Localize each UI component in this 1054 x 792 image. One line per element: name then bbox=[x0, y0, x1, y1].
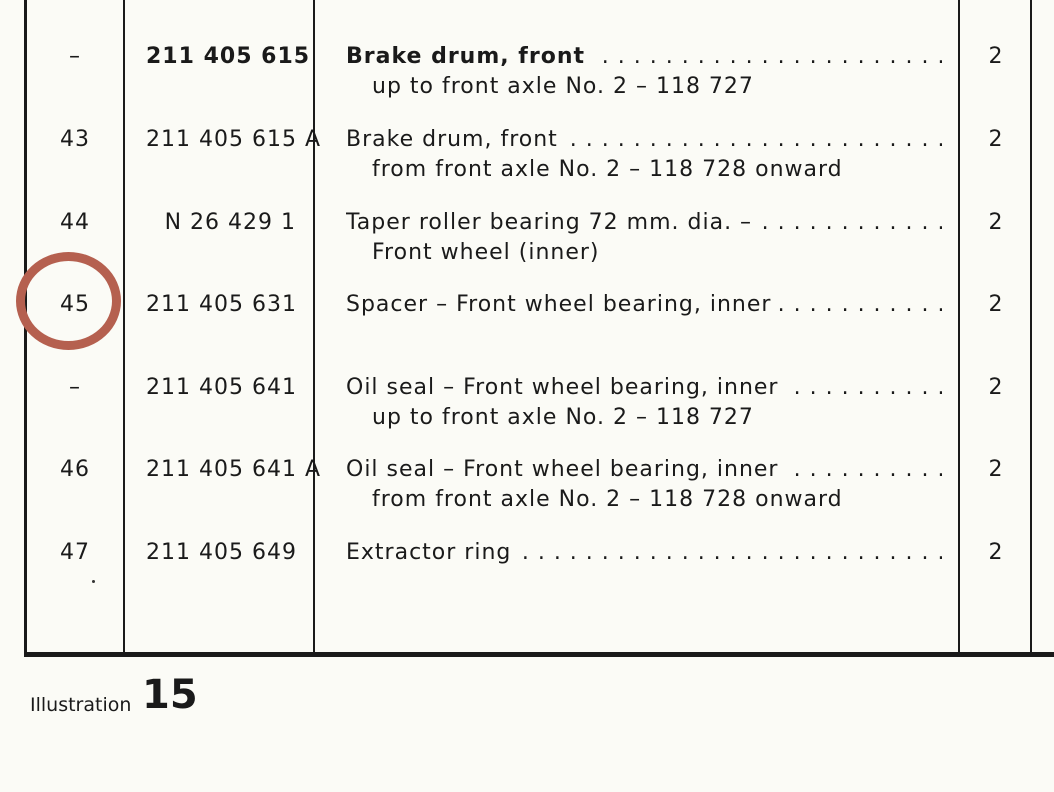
description-line-2: from front axle No. 2 – 118 728 onward bbox=[372, 487, 843, 512]
description-line-2: Front wheel (inner) bbox=[372, 240, 600, 265]
part-description bbox=[346, 42, 942, 102]
part-description bbox=[346, 208, 942, 268]
description-line-1: Extractor ring bbox=[346, 540, 517, 565]
illustration-label: Illustration bbox=[30, 694, 132, 716]
part-description bbox=[346, 290, 942, 320]
column-divider-4 bbox=[1030, 0, 1032, 656]
row-index: – bbox=[69, 44, 81, 69]
quantity: 2 bbox=[988, 375, 1004, 400]
quantity: 2 bbox=[988, 44, 1004, 69]
quantity: 2 bbox=[988, 540, 1004, 565]
description-line-2: from front axle No. 2 – 118 728 onward bbox=[372, 157, 843, 182]
column-divider-2 bbox=[313, 0, 315, 656]
row-index: 47 bbox=[60, 540, 90, 565]
row-index: 46 bbox=[60, 457, 90, 482]
row-index: – bbox=[69, 375, 81, 400]
part-description bbox=[346, 125, 942, 185]
quantity: 2 bbox=[988, 292, 1004, 317]
row-index: 45 bbox=[60, 292, 90, 317]
illustration-number: 15 bbox=[142, 672, 198, 718]
part-number: N 26 429 1 bbox=[164, 210, 296, 235]
description-line-1: Oil seal – Front wheel bearing, inner bbox=[346, 375, 784, 400]
description-line-1: Brake drum, front bbox=[346, 127, 564, 152]
part-description bbox=[346, 538, 942, 568]
description-line-2: up to front axle No. 2 – 118 727 bbox=[372, 405, 754, 430]
description-line-2: up to front axle No. 2 – 118 727 bbox=[372, 74, 754, 99]
quantity: 2 bbox=[988, 210, 1004, 235]
row-index: 44 bbox=[60, 210, 90, 235]
highlight-circle bbox=[16, 252, 121, 350]
part-description bbox=[346, 455, 942, 515]
part-description bbox=[346, 373, 942, 433]
part-number: 211 405 615 A bbox=[146, 127, 322, 152]
quantity: 2 bbox=[988, 457, 1004, 482]
part-number: 211 405 649 bbox=[146, 540, 297, 565]
table-border-bottom bbox=[24, 652, 1054, 657]
part-number: 211 405 631 bbox=[146, 292, 297, 317]
row-index: 43 bbox=[60, 127, 90, 152]
quantity: 2 bbox=[988, 127, 1004, 152]
description-line-1: Spacer – Front wheel bearing, inner bbox=[346, 292, 777, 317]
description-line-1: Brake drum, front bbox=[346, 44, 591, 69]
part-number: 211 405 615 bbox=[146, 44, 311, 69]
column-divider-3 bbox=[958, 0, 960, 656]
print-speck bbox=[92, 580, 95, 583]
part-number: 211 405 641 bbox=[146, 375, 297, 400]
description-line-1: Oil seal – Front wheel bearing, inner bbox=[346, 457, 784, 482]
part-number: 211 405 641 A bbox=[146, 457, 322, 482]
description-line-1: Taper roller bearing 72 mm. dia. – bbox=[346, 210, 758, 235]
